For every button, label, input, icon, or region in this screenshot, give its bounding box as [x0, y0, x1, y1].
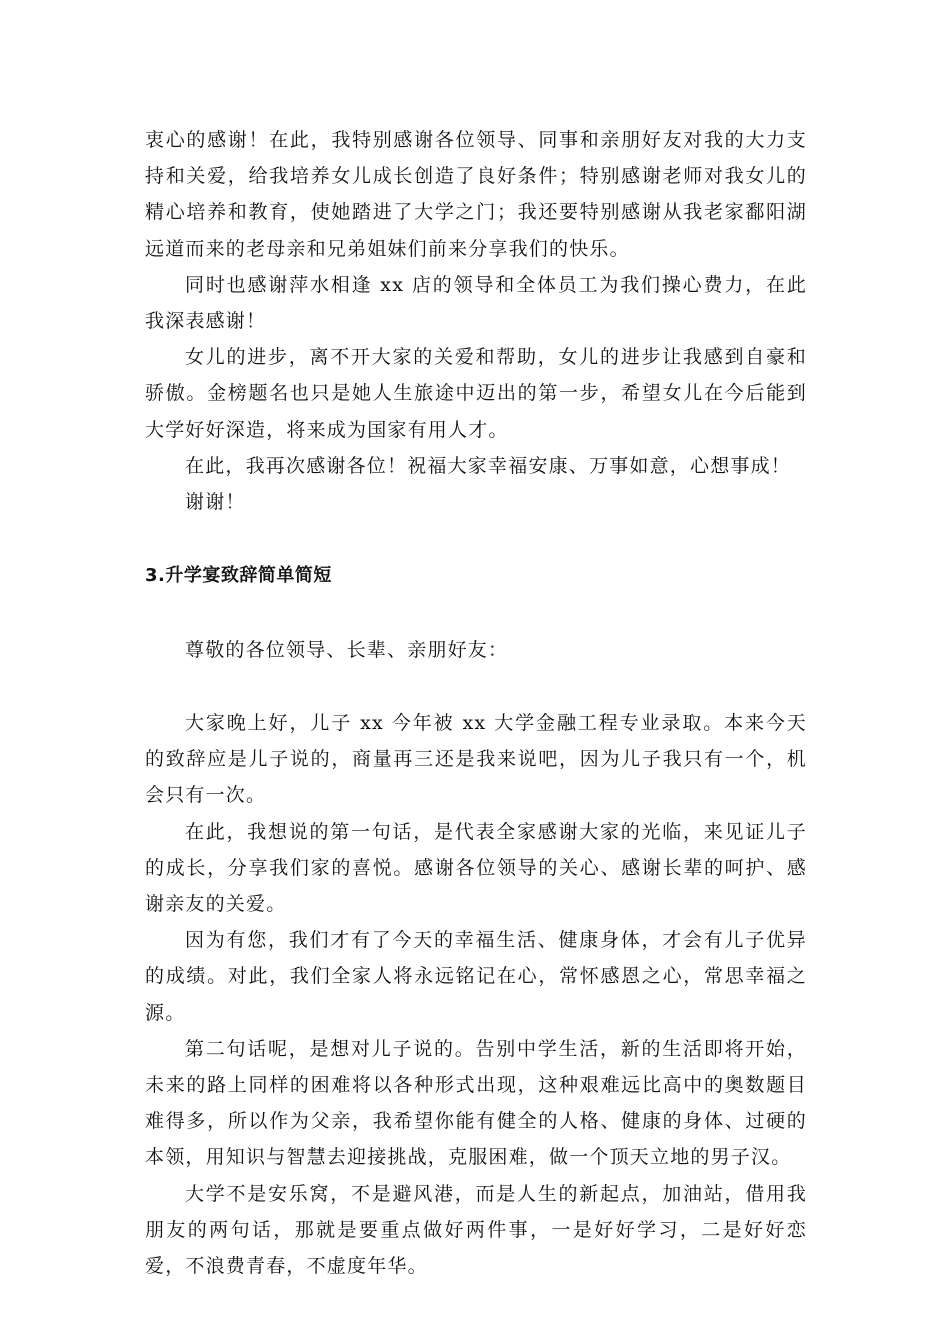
paragraph-thanks-hotel: 同时也感谢萍水相逢 xx 店的领导和全体员工为我们操心费力，在此我深表感谢！ — [145, 273, 807, 333]
paragraph-thanks-continued: 衷心的感谢！在此，我特别感谢各位领导、同事和亲朋好友对我的大力支持和关爱，给我培养女儿成长创造了良好条件；特别感谢老师对我女儿的精心培养和教育，使她踏进了大学之门；我还要特别感谢从我老家鄱阳湖远道而来的老母亲和兄弟姐妹们前来分享我们的快乐。 — [145, 129, 807, 260]
paragraph-greeting: 大家晚上好，儿子 xx 今年被 xx 大学金融工程专业录取。本来今天的致辞应是儿子说的，商量再三还是我来说吧，因为儿子我只有一个，机会只有一次。 — [145, 712, 807, 807]
paragraph-blessing: 在此，我再次感谢各位！祝福大家幸福安康、万事如意，心想事成！ — [185, 454, 792, 477]
salutation-block — [145, 632, 807, 668]
paragraph-daughter-progress: 女儿的进步，离不开大家的关爱和帮助，女儿的进步让我感到自豪和骄傲。金榜题名也只是她人生旅途中迈出的第一步，希望女儿在今后能到大学好好深造，将来成为国家有用人才。 — [145, 346, 807, 441]
paragraph-to-son: 第二句话呢，是想对儿子说的。告别中学生活，新的生活即将开始，未来的路上同样的困难将以各种形式出现，这种艰难远比高中的奥数题目难得多，所以作为父亲，我希望你能有健全的人格、健康的身体、过硬的本领，用知识与智慧去迎接挑战，克服困难，做一个顶天立地的男子汉。 — [145, 1037, 807, 1169]
salutation: 尊敬的各位领导、长辈、亲朋好友： — [185, 639, 509, 661]
speech-section-2 — [145, 705, 807, 1284]
paragraph-university: 大学不是安乐窝，不是避风港，而是人生的新起点，加油站，借用我朋友的两句话，那就是要重点做好两件事，一是好好学习，二是好好恋爱，不浪费青春，不虚度年华。 — [145, 1182, 807, 1278]
paragraph-first-words: 在此，我想说的第一句话，是代表全家感谢大家的光临，来见证儿子的成长，分享我们家的喜悦。感谢各位领导的关心、感谢长辈的呵护、感谢亲友的关爱。 — [145, 820, 807, 916]
speech-section-1 — [145, 122, 807, 520]
paragraph-because-of-you: 因为有您，我们才有了今天的幸福生活、健康身体，才会有儿子优异的成绩。对此，我们全家人将永远铭记在心，常怀感恩之心，常思幸福之源。 — [145, 929, 807, 1024]
paragraph-thank-you: 谢谢！ — [185, 491, 246, 514]
section-heading: 3.升学宴致辞简单简短 — [145, 565, 332, 586]
